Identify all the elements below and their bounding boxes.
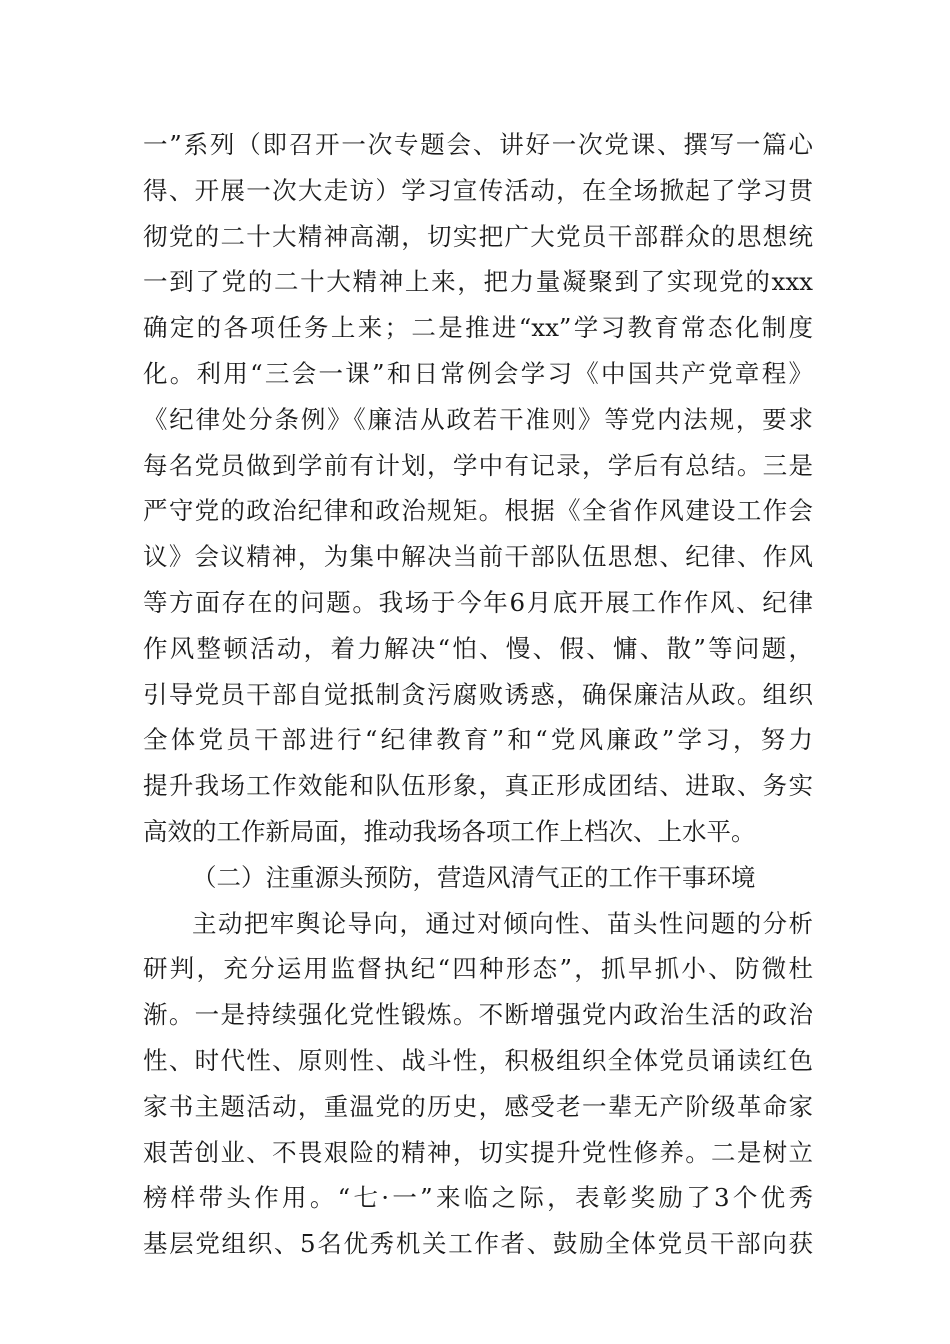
section-heading: （二）注重源头预防，营造风清气正的工作干事环境: [192, 862, 756, 892]
text-line: 作风整顿活动，着力解决“怕、慢、假、慵、散”等问题，: [143, 633, 813, 663]
text-line: 主动把牢舆论导向，通过对倾向性、苗头性问题的分析: [192, 908, 813, 938]
text-line: 引导党员干部自觉抵制贪污腐败诱惑，确保廉洁从政。组织: [143, 679, 813, 709]
text-line: 严守党的政治纪律和政治规矩。根据《全省作风建设工作会: [143, 496, 813, 526]
text-line: 化。利用“三会一课”和日常例会学习《中国共产党章程》: [143, 358, 813, 388]
text-line: 得、开展一次大走访）学习宣传活动，在全场掀起了学习贯: [143, 175, 813, 205]
text-line: 基层党组织、5名优秀机关工作者、鼓励全体党员干部向获: [143, 1229, 813, 1259]
body-text: [143, 122, 813, 1267]
text-line: 确定的各项任务上来；二是推进“xx”学习教育常态化制度: [143, 313, 813, 343]
text-line: 榜样带头作用。“七·一”来临之际，表彰奖励了3个优秀: [143, 1183, 813, 1213]
text-line: 全体党员干部进行“纪律教育”和“党风廉政”学习，努力: [143, 725, 813, 755]
text-line: 《纪律处分条例》《廉洁从政若干准则》等党内法规，要求: [143, 404, 813, 434]
text-line: 研判，充分运用监督执纪“四种形态”，抓早抓小、防微杜: [143, 954, 813, 984]
text-line: 彻党的二十大精神高潮，切实把广大党员干部群众的思想统: [143, 221, 813, 251]
text-line: 家书主题活动，重温党的历史，感受老一辈无产阶级革命家: [143, 1091, 813, 1121]
text-line: 性、时代性、原则性、战斗性，积极组织全体党员诵读红色: [143, 1045, 813, 1075]
text-line: 一”系列（即召开一次专题会、讲好一次党课、撰写一篇心: [143, 130, 813, 159]
text-line: 渐。一是持续强化党性锻炼。不断增强党内政治生活的政治: [143, 1000, 813, 1030]
text-line: 提升我场工作效能和队伍形象，真正形成团结、进取、务实: [143, 771, 813, 801]
text-line: 一到了党的二十大精神上来，把力量凝聚到了实现党的xxx: [143, 267, 813, 297]
text-line: 艰苦创业、不畏艰险的精神，切实提升党性修养。二是树立: [143, 1137, 813, 1167]
text-line: 议》会议精神，为集中解决当前干部队伍思想、纪律、作风: [143, 542, 813, 572]
text-line: 每名党员做到学前有计划，学中有记录，学后有总结。三是: [143, 450, 813, 480]
text-line: 高效的工作新局面，推动我场各项工作上档次、上水平。: [143, 816, 756, 846]
text-line: 等方面存在的问题。我场于今年6月底开展工作作风、纪律: [143, 587, 813, 617]
